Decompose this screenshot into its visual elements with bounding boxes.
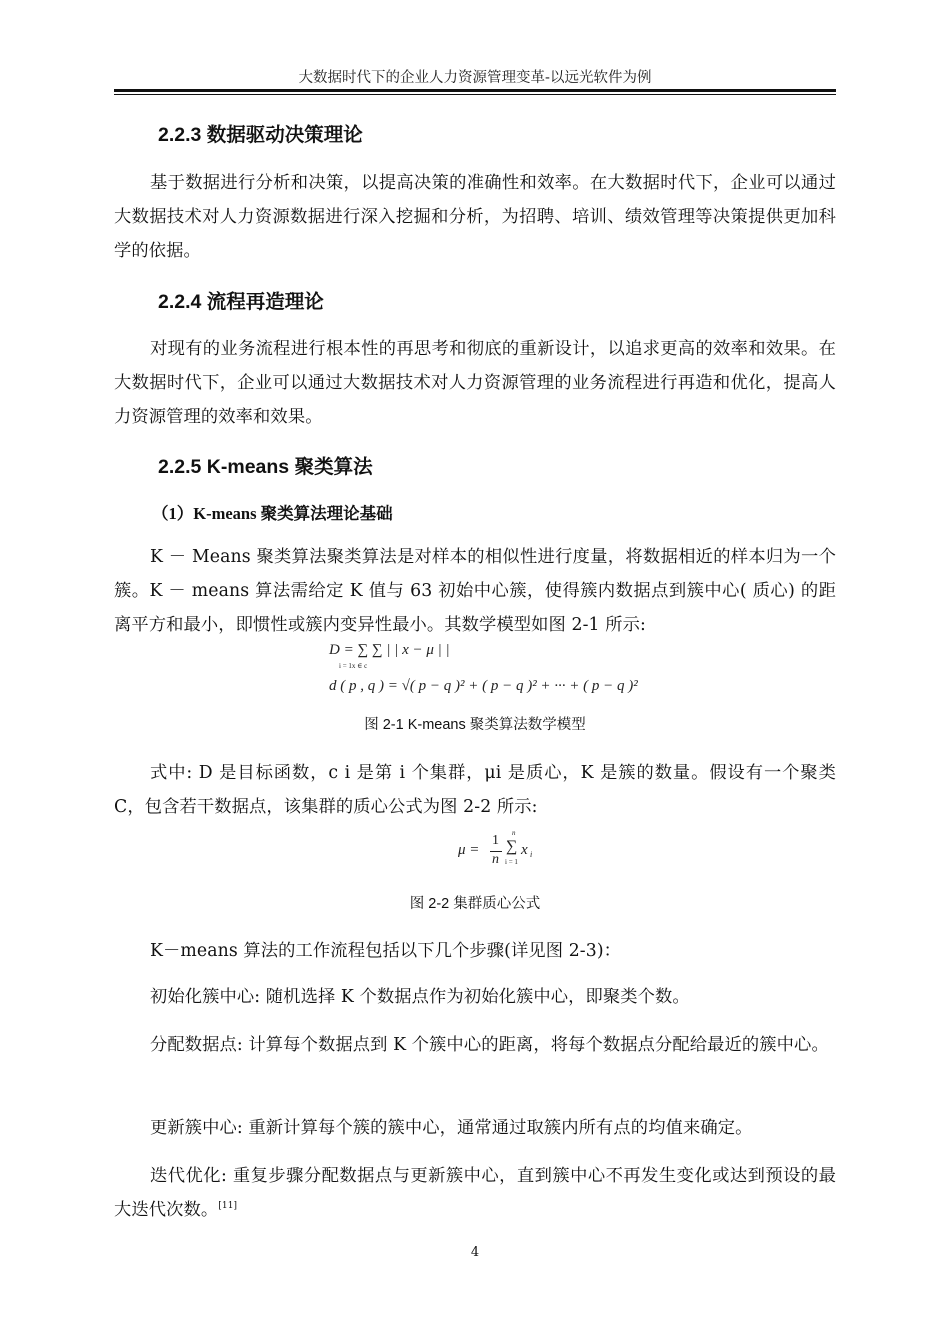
header-rule [114,89,836,92]
paragraph-step-update: 更新簇中心: 重新计算每个簇的簇中心，通常通过取簇内所有点的均值来确定。 [150,1118,753,1138]
subsection-heading-kmeans-basics: （1）K-means 聚类算法理论基础 [152,504,393,523]
formula-mu: μ = [458,842,480,858]
section-heading-2-2-3: 2.2.3 数据驱动决策理论 [158,124,363,146]
paragraph-formula-explanation: 式中: D 是目标函数，c i 是第 i 个集群，μi 是质心，K 是簇的数量。假设有一个聚类 C，包含若干数据点，该集群的质心公式为图 2-2 所示: [114,763,836,817]
paragraph-step-iterate [114,1159,836,1227]
paragraph-workflow-intro: K－means 算法的工作流程包括以下几个步骤(详见图 2-3)： [150,941,622,961]
paragraph-process-reengineering: 对现有的业务流程进行根本性的再思考和彻底的重新设计，以追求更高的效率和效果。在大数据时代下，企业可以通过大数据技术对人力资源管理的业务流程进行再造和优化，提高人力资源管理的效率和效果。 [114,339,836,427]
section-heading-2-2-5: 2.2.5 K-means 聚类算法 [158,456,373,478]
formula-numerator: 1 [492,833,499,848]
paragraph-step-init: 初始化簇中心: 随机选择 K 个数据点作为初始化簇中心，即聚类个数。 [150,987,690,1007]
paragraph-kmeans-intro: K － Means 聚类算法聚类算法是对样本的相似性进行度量，将数据相近的样本归为一个簇。K － means 算法需给定 K 值与 63 初始中心簇，使得簇内数据点到簇中心( 质心) 的距离平方和最小，即惯性或簇内变异性最小。其数学模型如图 2-1 所示: [114,547,836,635]
figure-caption-2-2: 图 2-2 集群质心公式 [409,896,541,912]
formula-centroid [458,829,558,872]
formula-objective-subscript: i = 1x ∈ c [339,662,368,670]
formula-denominator: n [492,852,499,867]
paragraph-data-driven: 基于数据进行分析和决策，以提高决策的准确性和效率。在大数据时代下，企业可以通过大数据技术对人力资源数据进行深入挖掘和分析，为招聘、培训、绩效管理等决策提供更加科学的依据。 [114,173,836,261]
formula-x-subscript: i [530,850,533,859]
figure-caption-2-1: 图 2-1 K-means 聚类算法数学模型 [364,717,586,733]
formula-kmeans-model [325,641,685,693]
formula-distance-line: d ( p , q ) = √( p − q )² + ( p − q )² + ··· + ( p − q )² [329,678,638,693]
formula-objective-line: D = ∑ ∑ | | x − μ | | [329,642,450,658]
section-heading-2-2-4: 2.2.4 流程再造理论 [158,291,324,313]
citation-ref[interactable]: [11] [218,1201,238,1212]
header-rule-thin [114,94,836,95]
formula-sum-sign: ∑ [506,838,518,855]
running-header: 大数据时代下的企业人力资源管理变革-以远光软件为例 [298,70,652,86]
formula-sum-lower: i = 1 [505,858,518,866]
formula-sum-upper: n [512,829,516,837]
formula-x: x [521,842,528,858]
paragraph-step-assign: 分配数据点: 计算每个数据点到 K 个簇中心的距离，将每个数据点分配给最近的簇中心。 [150,1035,829,1055]
page-number: 4 [470,1245,480,1260]
step-iterate-text: 迭代优化: 重复步骤分配数据点与更新簇中心，直到簇中心不再发生变化或达到预设的最大迭代次数。 [114,1166,836,1220]
